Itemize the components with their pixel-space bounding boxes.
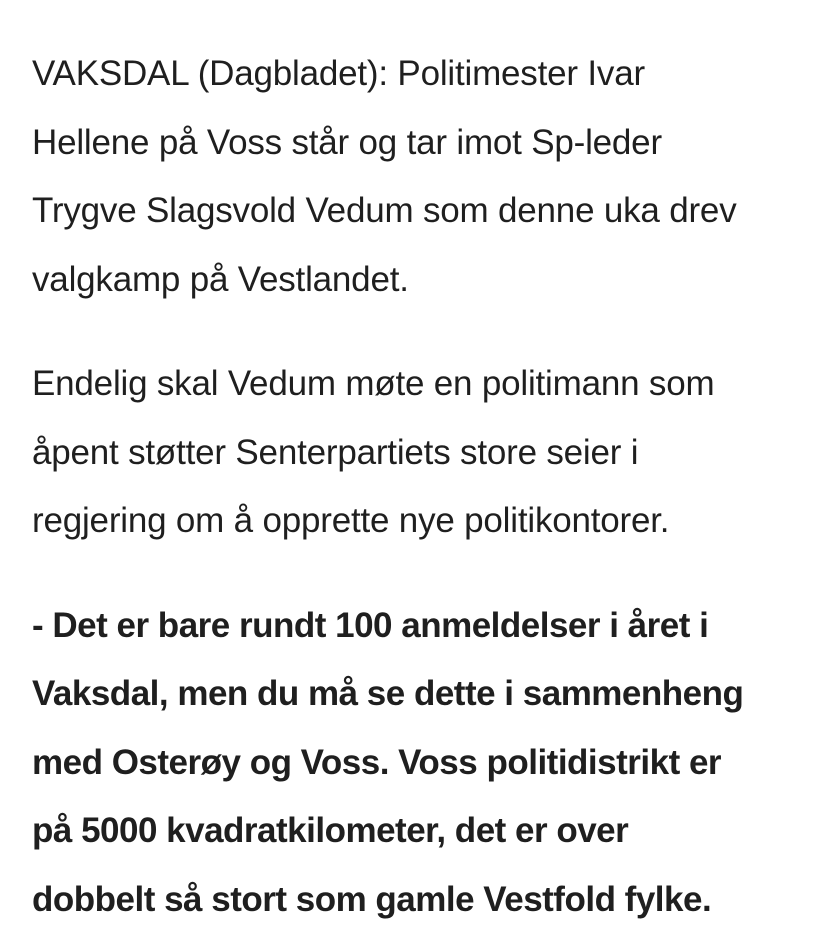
text-line: VAKSDAL (Dagbladet): Politimester Ivar bbox=[32, 40, 804, 109]
text-line: på 5000 kvadratkilometer, det er over bbox=[32, 797, 804, 866]
text-line: dobbelt så stort som gamle Vestfold fylke. bbox=[32, 866, 804, 934]
quote-paragraph bbox=[32, 592, 804, 934]
text-line: Endelig skal Vedum møte en politimann som bbox=[32, 350, 804, 419]
text-line: Vaksdal, men du må se dette i sammenheng bbox=[32, 660, 804, 729]
body-paragraph bbox=[32, 350, 804, 556]
intro-paragraph bbox=[32, 40, 804, 314]
text-line: Hellene på Voss står og tar imot Sp-leder bbox=[32, 109, 804, 178]
text-line: regjering om å opprette nye politikontorer. bbox=[32, 487, 804, 556]
text-line: åpent støtter Senterpartiets store seier i bbox=[32, 419, 804, 488]
text-line: med Osterøy og Voss. Voss politidistrikt er bbox=[32, 729, 804, 798]
text-line: Trygve Slagsvold Vedum som denne uka drev bbox=[32, 177, 804, 246]
text-line: - Det er bare rundt 100 anmeldelser i året i bbox=[32, 592, 804, 661]
text-line: valgkamp på Vestlandet. bbox=[32, 246, 804, 315]
